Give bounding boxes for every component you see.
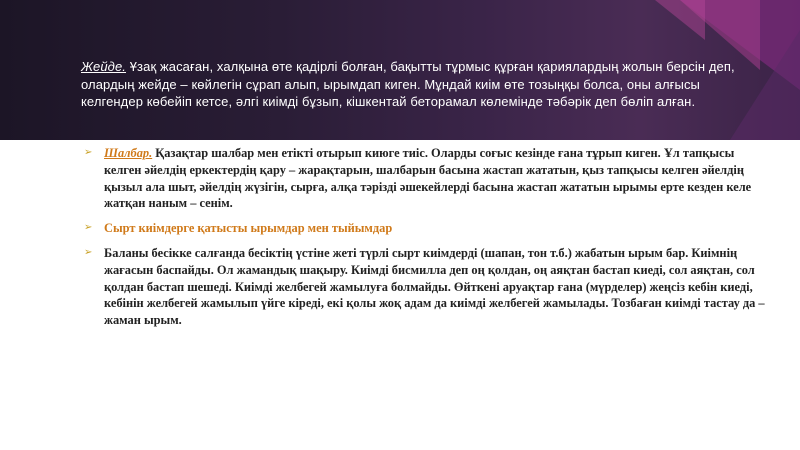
header-band	[0, 0, 800, 140]
header-paragraph	[81, 58, 765, 111]
decorative-shape	[655, 0, 705, 40]
item-text: Қазақтар шалбар мен етікті отырып киюге тиіс. Оларды соғыс кезінде ғана тұрып киген. Ұл тапқысы келген әйелдің еркектердің қару – жарақтарын, шалбарын басына жастап жататын, қыз тапқысы келген әйелдің қызыл ала шыт, әйелдің жүзігін, сырға, алқа тәрізді әшекейлерді басына жастап жататын ырымы ерте кезден келе жатқан наным – сенім.	[104, 146, 752, 211]
section-heading: Сырт киімдерге қатысты ырымдар мен тыйымдар	[104, 221, 393, 236]
item-text: Баланы бесікке салғанда бесіктің үстіне жеті түрлі сырт киімдерді (шапан, тон т.б.) жабатын ырым бар. Киімнің жағасын баспайды. Ол жамандық шақыру. Киімді бисмилла деп оң қолдан, оң аяқтан бастап киеді, сол аяқтан, сол қолдан бастап шешеді. Киімді желбегей жамылуға болмайды. Өйткені аруақтар ғана (мүрделер) жеңсіз кебін киеді, кебінін желбегей жамылып үйге кіреді, екі қолы жоқ адам да киімді желбегей жамылады. Тозбаған киімді тастау да – жаман ырым.	[104, 245, 765, 328]
item-term: Шалбар.	[104, 146, 153, 160]
header-body: Ұзақ жасаған, халқына өте қадірлі болған, бақытты тұрмыс құрған қариялардың жолын берсін деп, олардың жейде – көйлегін сұрап алып, ырымдап киген. Мұндай киім өте тозыңқы болса, оны алғысы келгендер көбейіп кетсе, әлгі киімді бұзып, кішкентай бетoрамал көлемінде тәбәрік деп бөліп алған.	[81, 59, 735, 109]
slide-content	[84, 145, 774, 337]
arrow-bullet-icon: ➢	[84, 222, 93, 234]
list-item	[84, 220, 774, 237]
list-item	[84, 145, 774, 212]
arrow-bullet-icon: ➢	[84, 246, 93, 258]
header-term: Жейде.	[81, 59, 127, 74]
arrow-bullet-icon: ➢	[84, 147, 93, 158]
list-item	[84, 245, 774, 329]
